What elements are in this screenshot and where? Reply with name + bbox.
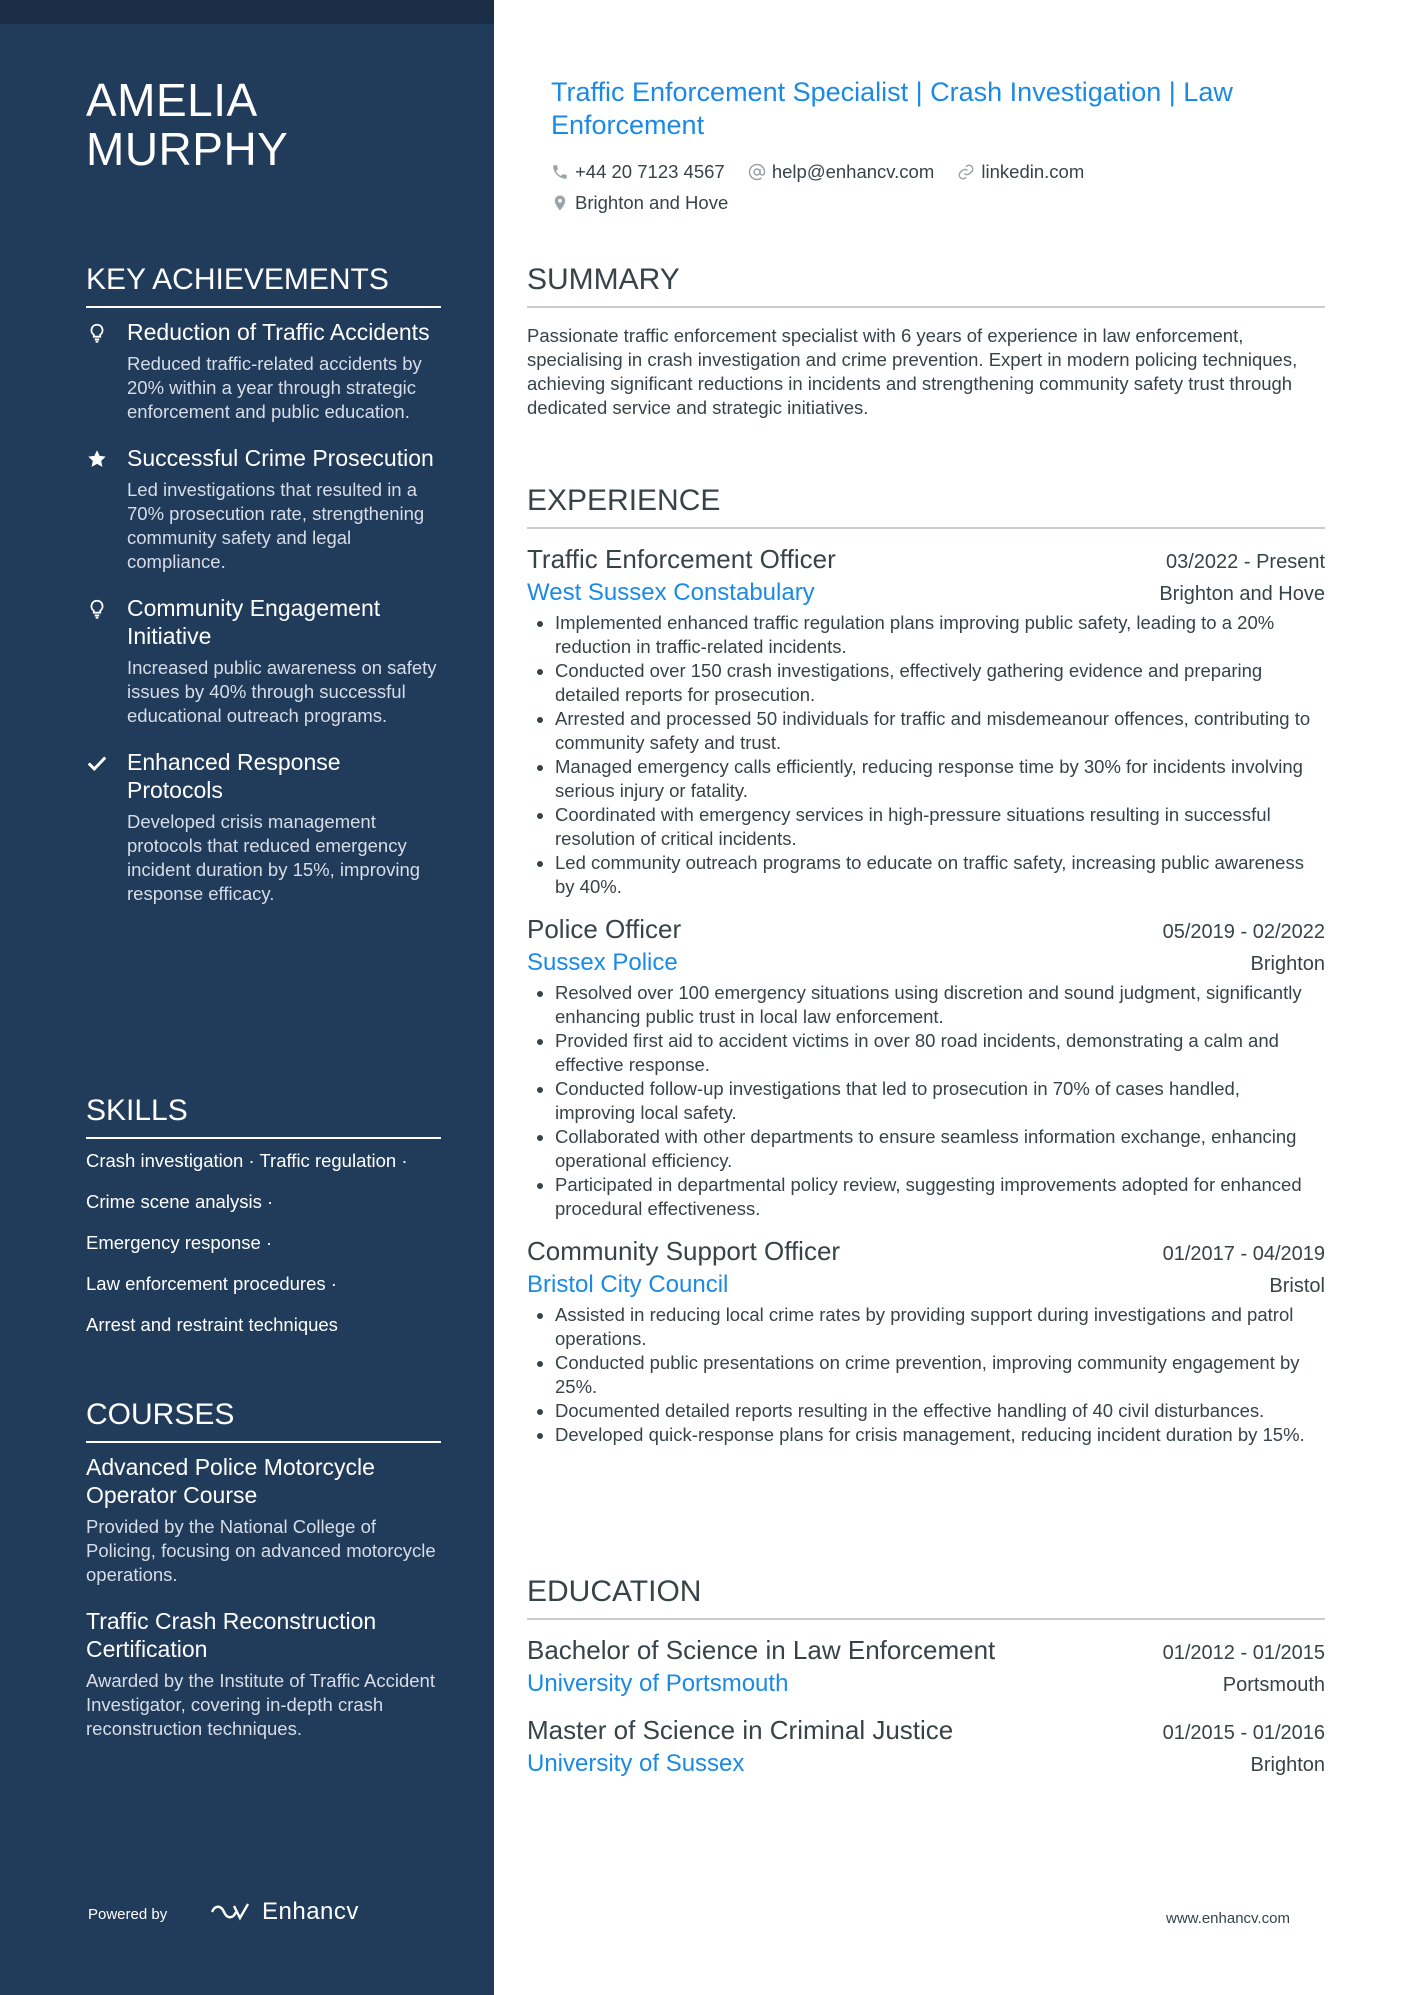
skills-section — [86, 1093, 441, 1354]
achievement-title: Successful Crime Prosecution — [127, 445, 434, 471]
edu-dates: 01/2015 - 01/2016 — [1162, 1722, 1325, 1744]
skills-heading: SKILLS — [86, 1093, 441, 1139]
courses-section — [86, 1397, 441, 1761]
education-entry — [527, 1714, 1325, 1780]
linkedin-text: linkedin.com — [981, 161, 1085, 182]
achievement-title: Reduction of Traffic Accidents — [127, 319, 430, 345]
edu-location: Portsmouth — [1222, 1674, 1325, 1696]
course-title: Advanced Police Motorcycle Operator Course — [86, 1454, 375, 1508]
achievement-desc: Developed crisis management protocols that reduced emergency incident duration by 15%, improving response efficacy. — [127, 811, 421, 904]
course-title: Traffic Crash Reconstruction Certification — [86, 1608, 377, 1662]
skill-item: Crime scene analysis · — [86, 1191, 274, 1212]
job-company[interactable]: Sussex Police — [527, 949, 678, 976]
job-bullet: • Conducted over 150 crash investigations, effectively gathering evidence and preparing detailed reports for prosecution. — [555, 659, 1325, 707]
link-icon — [957, 163, 975, 181]
phone-icon — [551, 163, 569, 181]
achievement-title: Community Engagement Initiative — [127, 595, 381, 649]
job-bullets — [527, 1303, 1325, 1447]
job-bullet: • Arrested and processed 50 individuals for traffic and misdemeanour offences, contributing to community safety and trust. — [555, 707, 1325, 755]
job-company[interactable]: West Sussex Constabulary — [527, 579, 815, 606]
job-bullet: • Coordinated with emergency services in high-pressure situations resulting in successful resolution of critical incidents. — [555, 803, 1325, 851]
contact-info — [551, 158, 1341, 220]
job-bullet: • Assisted in reducing local crime rates by providing support during investigations and patrol operations. — [555, 1303, 1325, 1351]
course-desc: Awarded by the Institute of Traffic Accident Investigator, covering in-depth crash reconstruction techniques. — [86, 1670, 435, 1739]
edu-degree: Bachelor of Science in Law Enforcement — [527, 1635, 996, 1665]
skills-list — [86, 1149, 441, 1337]
contact-email[interactable] — [748, 158, 934, 186]
job-dates: 05/2019 - 02/2022 — [1162, 921, 1325, 943]
achievement-item — [86, 318, 441, 424]
education-entry — [527, 1634, 1325, 1700]
checkmark-icon — [86, 752, 108, 774]
job-role: Traffic Enforcement Officer — [527, 544, 836, 574]
job-dates: 03/2022 - Present — [1166, 551, 1325, 573]
edu-dates: 01/2012 - 01/2015 — [1162, 1642, 1325, 1664]
headline: Traffic Enforcement Specialist | Crash Investigation | Law Enforcement — [551, 77, 1233, 140]
course-item — [86, 1607, 441, 1741]
job-role: Community Support Officer — [527, 1236, 841, 1266]
courses-heading: COURSES — [86, 1397, 441, 1443]
education-heading: EDUCATION — [527, 1574, 1325, 1620]
footer-url[interactable]: www.enhancv.com — [1166, 1910, 1290, 1927]
edu-degree: Master of Science in Criminal Justice — [527, 1715, 954, 1745]
achievements-section — [86, 262, 441, 926]
job-entry — [527, 1235, 1325, 1447]
job-bullets — [527, 611, 1325, 899]
achievement-title: Enhanced Response Protocols — [127, 749, 341, 803]
skill-item: Crash investigation · Traffic regulation · — [86, 1150, 408, 1171]
star-icon — [86, 448, 108, 470]
job-bullet: • Developed quick-response plans for crisis management, reducing incident duration by 15%. — [555, 1423, 1325, 1447]
phone-text: +44 20 7123 4567 — [575, 161, 725, 182]
achievements-heading: KEY ACHIEVEMENTS — [86, 262, 441, 308]
achievement-desc: Reduced traffic-related accidents by 20% within a year through strategic enforcement and public education. — [127, 353, 422, 422]
experience-heading: EXPERIENCE — [527, 483, 1325, 529]
contact-linkedin[interactable] — [957, 158, 1084, 186]
summary-section — [527, 262, 1325, 420]
job-location: Bristol — [1269, 1275, 1325, 1297]
job-bullet: • Collaborated with other departments to ensure seamless information exchange, enhancing operational efficiency. — [555, 1125, 1325, 1173]
edu-school[interactable]: University of Sussex — [527, 1750, 745, 1777]
job-location: Brighton and Hove — [1159, 583, 1325, 605]
course-desc: Provided by the National College of Policing, focusing on advanced motorcycle operations. — [86, 1516, 436, 1585]
achievement-desc: Led investigations that resulted in a 70% prosecution rate, strengthening community safety and legal compliance. — [127, 479, 425, 572]
job-company[interactable]: Bristol City Council — [527, 1271, 729, 1298]
job-bullet: • Documented detailed reports resulting in the effective handling of 40 civil disturbances. — [555, 1399, 1325, 1423]
enhancv-logo-text: Enhancv — [262, 1898, 359, 1925]
experience-section — [527, 483, 1325, 1447]
education-section — [527, 1574, 1325, 1780]
email-text: help@enhancv.com — [771, 161, 935, 182]
edu-location: Brighton — [1250, 1754, 1325, 1776]
location-text: Brighton and Hove — [575, 192, 729, 213]
summary-text: Passionate traffic enforcement specialist with 6 years of experience in law enforcement, specialising in crash investigation and crime prevention. Expert in modern policing techniques, achieving significant reductions in incidents and strengthening community safety trust through dedicated service and strategic initiatives. — [527, 325, 1298, 418]
location-pin-icon — [551, 194, 569, 212]
job-bullet: • Implemented enhanced traffic regulation plans improving public safety, leading to a 20% reduction in traffic-related incidents. — [555, 611, 1325, 659]
skill-item: Arrest and restraint techniques — [86, 1314, 338, 1335]
job-bullet: • Led community outreach programs to educate on traffic safety, increasing public awareness by 40%. — [555, 851, 1325, 899]
job-entry — [527, 543, 1325, 899]
job-bullet: • Conducted follow-up investigations that led to prosecution in 70% of cases handled, improving local safety. — [555, 1077, 1325, 1125]
achievement-item — [86, 594, 441, 728]
job-bullet: • Participated in departmental policy review, suggesting improvements adopted for enhanced procedural effectiveness. — [555, 1173, 1325, 1221]
skill-item: Emergency response · — [86, 1232, 273, 1253]
lightbulb-icon — [86, 322, 108, 344]
job-bullet: • Provided first aid to accident victims in over 80 road incidents, demonstrating a calm and effective response. — [555, 1029, 1325, 1077]
achievement-item — [86, 444, 441, 574]
course-item — [86, 1453, 441, 1587]
job-location: Brighton — [1250, 953, 1325, 975]
contact-location — [551, 189, 728, 217]
job-role: Police Officer — [527, 914, 682, 944]
achievement-desc: Increased public awareness on safety issues by 40% through successful educational outreach programs. — [127, 657, 437, 726]
sidebar-top-strip — [0, 0, 494, 24]
candidate-name: AMELIA MURPHY — [86, 74, 289, 175]
skill-item: Law enforcement procedures · — [86, 1273, 337, 1294]
powered-by-label: Powered by — [88, 1906, 168, 1923]
achievement-item — [86, 748, 441, 906]
job-bullets — [527, 981, 1325, 1221]
sidebar — [0, 0, 494, 1995]
job-entry — [527, 913, 1325, 1221]
edu-school[interactable]: University of Portsmouth — [527, 1670, 789, 1697]
job-bullet: • Conducted public presentations on crime prevention, improving community engagement by 25%. — [555, 1351, 1325, 1399]
enhancv-logo[interactable] — [208, 1898, 359, 1926]
at-sign-icon — [748, 163, 766, 181]
contact-phone[interactable] — [551, 158, 725, 186]
job-dates: 01/2017 - 04/2019 — [1162, 1243, 1325, 1265]
job-bullet: • Resolved over 100 emergency situations using discretion and sound judgment, significantly enhancing public trust in local law enforcement. — [555, 981, 1325, 1029]
summary-heading: SUMMARY — [527, 262, 1325, 308]
job-bullet: • Managed emergency calls efficiently, reducing response time by 30% for incidents involving serious injury or fatality. — [555, 755, 1325, 803]
enhancv-logo-icon — [208, 1900, 254, 1924]
lightbulb-icon — [86, 598, 108, 620]
